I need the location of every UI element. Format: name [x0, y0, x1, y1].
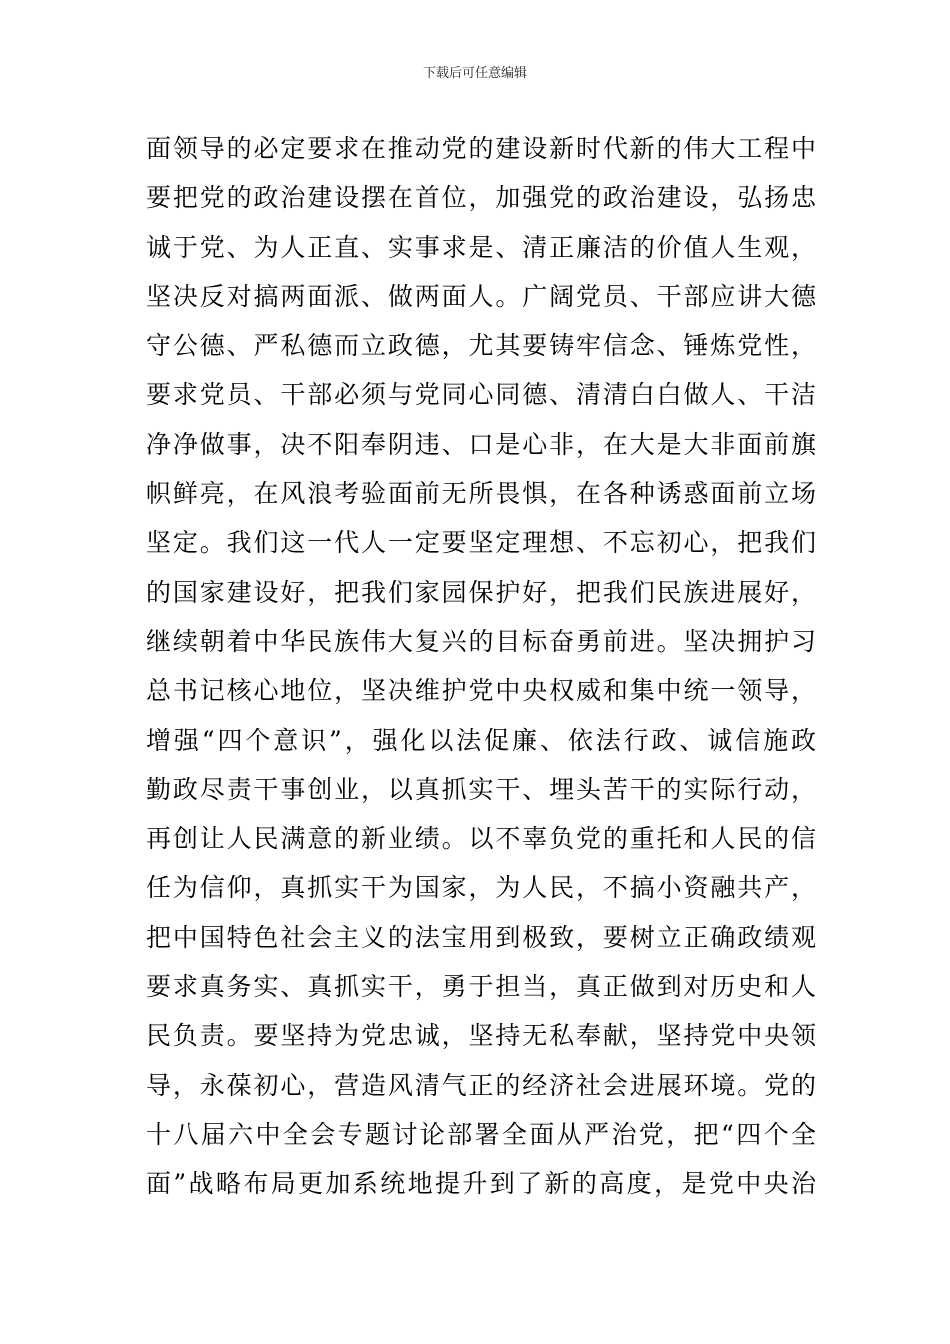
text-line: 把中国特色社会主义的法宝用到极致，要树立正确政绩观 — [146, 922, 816, 952]
text-line: 坚决反对搞两面派、做两面人。广阔党员、干部应讲大德 — [146, 281, 816, 311]
text-line: 守公德、严私德而立政德，尤其要铸牢信念、锤炼党性， — [146, 331, 816, 361]
text-line: 面领导的必定要求在推动党的建设新时代新的伟大工程中 — [146, 134, 816, 163]
text-line: 要求真务实、真抓实干，勇于担当，真正做到对历史和人 — [146, 972, 816, 1002]
text-line: 要把党的政治建设摆在首位，加强党的政治建设，弘扬忠 — [146, 183, 816, 213]
text-line: 再创让人民满意的新业绩。以不辜负党的重托和人民的信 — [146, 824, 816, 854]
text-line: 继续朝着中华民族伟大复兴的目标奋勇前进。坚决拥护习 — [146, 626, 816, 656]
text-line: 净净做事，决不阳奉阴违、口是心非，在大是大非面前旗 — [146, 429, 816, 459]
text-line: 十八届六中全会专题讨论部署全面从严治党，把“四个全 — [146, 1119, 816, 1149]
text-line: 总书记核心地位，坚决维护党中央权威和集中统一领导， — [146, 676, 816, 706]
page-header: 下载后可任意编辑 — [422, 66, 527, 81]
text-line: 诚于党、为人正直、实事求是、清正廉洁的价值人生观， — [146, 232, 816, 262]
text-line: 增强“四个意识”，强化以法促廉、依法行政、诚信施政 — [146, 725, 816, 755]
text-line: 要求党员、干部必须与党同心同德、清清白白做人、干洁 — [146, 380, 816, 410]
text-line: 勤政尽责干事创业，以真抓实干、埋头苦干的实际行动， — [146, 774, 816, 804]
text-line: 的国家建设好，把我们家园保护好，把我们民族进展好， — [146, 577, 816, 607]
text-line: 面”战略布局更加系统地提升到了新的高度，是党中央治 — [146, 1169, 816, 1199]
text-line: 坚定。我们这一代人一定要坚定理想、不忘初心，把我们 — [146, 528, 816, 558]
body-text — [146, 124, 816, 1209]
text-line: 任为信仰，真抓实干为国家，为人民，不搞小资融共产， — [146, 873, 816, 903]
text-line: 帜鲜亮，在风浪考验面前无所畏惧，在各种诱惑面前立场 — [146, 479, 816, 509]
text-line: 民负责。要坚持为党忠诚，坚持无私奉献，坚持党中央领 — [146, 1021, 816, 1051]
text-line: 导，永葆初心，营造风清气正的经济社会进展环境。党的 — [146, 1070, 816, 1100]
